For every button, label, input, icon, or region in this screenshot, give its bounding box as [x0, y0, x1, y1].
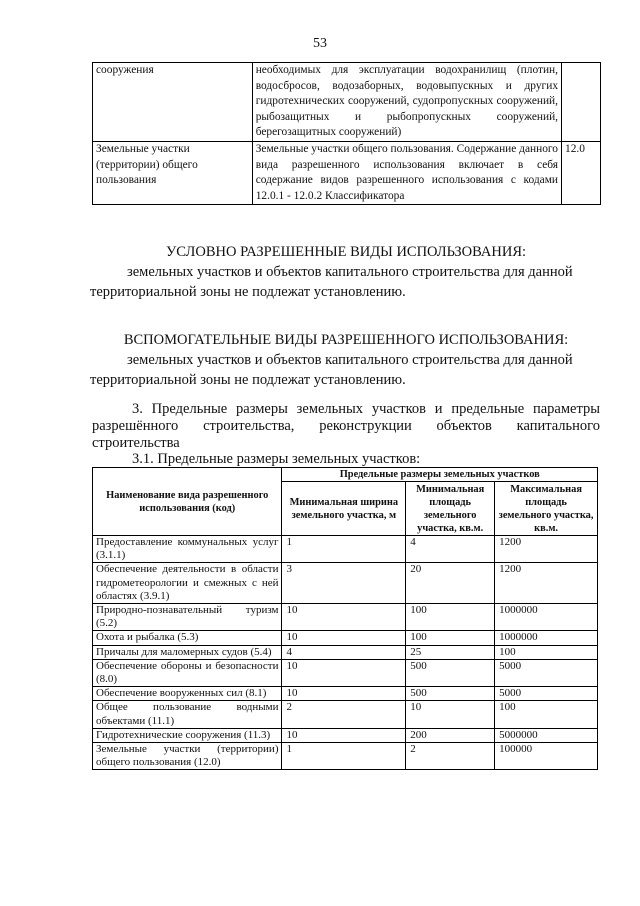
max-area-cell: 100 [495, 645, 598, 659]
section-text-line: территориальной зоны не подлежат установлению. [90, 284, 406, 300]
column-header-min-area: Минимальная площадь земельного участка, кв.м. [406, 482, 495, 536]
section-heading: УСЛОВНО РАЗРЕШЕННЫЕ ВИДЫ ИСПОЛЬЗОВАНИЯ: [165, 244, 527, 260]
min-width-cell: 4 [282, 645, 406, 659]
max-area-cell: 5000 [495, 687, 598, 701]
column-header-min-width: Минимальная ширина земельного участка, м [282, 482, 406, 536]
min-width-cell: 1 [282, 743, 406, 770]
column-header-name: Наименование вида разрешенного использования (код) [93, 468, 282, 536]
max-area-cell: 1000000 [495, 631, 598, 645]
max-area-cell: 5000 [495, 659, 598, 686]
use-name-cell: Обеспечение обороны и безопасности (8.0) [93, 659, 282, 686]
min-area-cell: 25 [406, 645, 495, 659]
table-row [93, 141, 601, 204]
table-row [93, 536, 598, 563]
use-name-cell: Общее пользование водными объектами (11.1) [93, 701, 282, 728]
conditional-uses-section [90, 242, 602, 302]
use-name-cell: Земельные участки (территории) общего пользования [93, 141, 253, 204]
min-area-cell: 100 [406, 604, 495, 631]
min-area-cell: 20 [406, 563, 495, 604]
use-code-cell [562, 63, 601, 142]
min-width-cell: 2 [282, 701, 406, 728]
section-text-line: земельных участков и объектов капитального строительства для данной [127, 264, 573, 280]
min-width-cell: 10 [282, 604, 406, 631]
paragraph-3: 3. Предельные размеры земельных участков и предельные параметры разрешённого строительства, реконструкции объектов капитального строительства [92, 401, 600, 452]
table-row [93, 687, 598, 701]
min-area-cell: 2 [406, 743, 495, 770]
table-row [93, 604, 598, 631]
use-name-cell: Обеспечение вооруженных сил (8.1) [93, 687, 282, 701]
section-heading: ВСПОМОГАТЕЛЬНЫЕ ВИДЫ РАЗРЕШЕННОГО ИСПОЛЬЗОВАНИЯ: [123, 332, 569, 348]
table-row [93, 631, 598, 645]
min-area-cell: 100 [406, 631, 495, 645]
subheading-3-1: 3.1. Предельные размеры земельных участков: [132, 451, 421, 467]
permitted-uses-table [92, 62, 601, 205]
use-name-cell: Причалы для маломерных судов (5.4) [93, 645, 282, 659]
max-area-cell: 1000000 [495, 604, 598, 631]
table-row [93, 659, 598, 686]
max-area-cell: 100 [495, 701, 598, 728]
column-header-max-area: Максимальная площадь земельного участка, кв.м. [495, 482, 598, 536]
min-area-cell: 200 [406, 728, 495, 742]
use-name-cell: Земельные участки (территории) общего пользования (12.0) [93, 743, 282, 770]
column-group-header: Предельные размеры земельных участков [282, 468, 598, 482]
section-text-line: земельных участков и объектов капитального строительства для данной [127, 352, 573, 368]
min-width-cell: 10 [282, 728, 406, 742]
max-area-cell: 5000000 [495, 728, 598, 742]
use-name-cell: Природно-познавательный туризм (5.2) [93, 604, 282, 631]
section-text-line: территориальной зоны не подлежат установлению. [90, 372, 406, 388]
page-number: 53 [313, 36, 327, 51]
max-area-cell: 1200 [495, 563, 598, 604]
table-header-row [93, 468, 598, 482]
min-area-cell: 10 [406, 701, 495, 728]
use-name-cell: Обеспечение деятельности в области гидрометеорологии и смежных с ней областях (3.9.1) [93, 563, 282, 604]
use-name-cell: Гидротехнические сооружения (11.3) [93, 728, 282, 742]
land-plot-limits-table [92, 467, 598, 770]
max-area-cell: 100000 [495, 743, 598, 770]
min-area-cell: 500 [406, 687, 495, 701]
min-width-cell: 3 [282, 563, 406, 604]
use-name-cell: сооружения [93, 63, 253, 142]
use-code-cell: 12.0 [562, 141, 601, 204]
max-area-cell: 1200 [495, 536, 598, 563]
min-area-cell: 500 [406, 659, 495, 686]
table-row [93, 728, 598, 742]
min-width-cell: 1 [282, 536, 406, 563]
auxiliary-uses-section [90, 330, 602, 390]
use-description-cell: Земельные участки общего пользования. Содержание данного вида разрешенного использования включает в себя содержание видов разрешенного использования с кодами 12.0.1 - 12.0.2 Классификатора [252, 141, 561, 204]
min-width-cell: 10 [282, 631, 406, 645]
table-row [93, 701, 598, 728]
table-row [93, 743, 598, 770]
use-description-cell: необходимых для эксплуатации водохранилищ (плотин, водосбросов, водозаборных, водовыпускных и других гидротехнических сооружений, судопропускных сооружений, рыбозащитных и рыбопропускных сооружений, берегозащитных сооружений) [252, 63, 561, 142]
use-name-cell: Охота и рыбалка (5.3) [93, 631, 282, 645]
min-width-cell: 10 [282, 659, 406, 686]
table-row [93, 63, 601, 142]
table-row [93, 645, 598, 659]
table-row [93, 563, 598, 604]
use-name-cell: Предоставление коммунальных услуг (3.1.1) [93, 536, 282, 563]
min-width-cell: 10 [282, 687, 406, 701]
min-area-cell: 4 [406, 536, 495, 563]
